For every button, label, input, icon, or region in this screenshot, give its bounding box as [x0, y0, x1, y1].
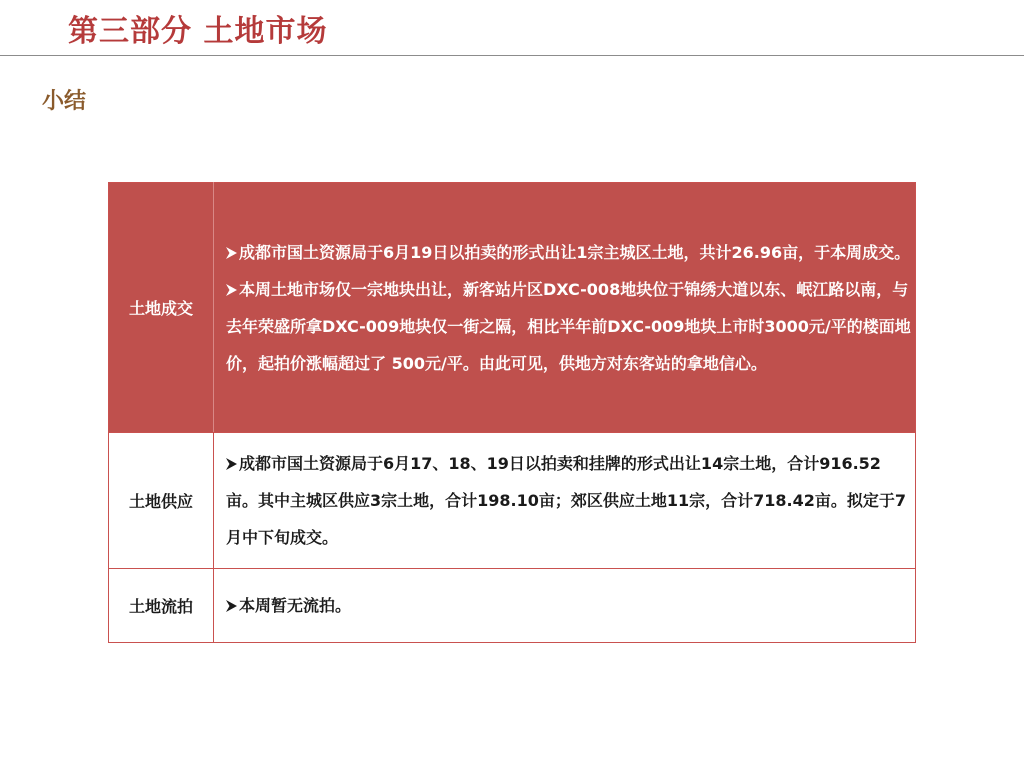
paragraph-text: 成都市国土资源局于6月19日以拍卖的形式出让1宗主城区土地，共计26.96亩，于本周成交。	[239, 242, 911, 262]
bullet-paragraph	[226, 445, 911, 556]
paragraph-text: 本周暂无流拍。	[239, 596, 352, 615]
arrowhead-bullet-icon	[226, 600, 237, 612]
table-row-land-transaction	[109, 183, 916, 433]
row-content	[214, 569, 916, 643]
row-label: 土地流拍	[109, 569, 214, 643]
page-title: 第三部分 土地市场	[68, 14, 328, 49]
row-label: 土地成交	[109, 183, 214, 433]
row-content	[214, 183, 916, 433]
table-row-land-supply	[109, 433, 916, 569]
title-divider	[0, 55, 1024, 56]
paragraph-text: 成都市国土资源局于6月17、18、19日以拍卖和挂牌的形式出让14宗土地，合计916.52亩。其中主城区供应3宗土地，合计198.10亩；郊区供应土地11宗，合计718.42亩。拟定于7月中下旬成交。	[226, 454, 907, 547]
bullet-paragraph	[226, 234, 911, 271]
table-row-failed-auction	[109, 569, 916, 643]
summary-table-body	[109, 183, 916, 643]
arrowhead-bullet-icon	[226, 247, 237, 259]
row-label: 土地供应	[109, 433, 214, 569]
summary-table	[108, 182, 916, 643]
arrowhead-bullet-icon	[226, 458, 237, 470]
paragraph-text: 本周土地市场仅一宗地块出让，新客站片区DXC-008地块位于锦绣大道以东、岷江路以南，与去年荣盛所拿DXC-009地块仅一街之隔，相比半年前DXC-009地块上市时3000元/平的楼面地价，起拍价涨幅超过了 500元/平。由此可见，供地方对东客站的拿地信心。	[226, 279, 911, 373]
arrowhead-bullet-icon	[226, 284, 237, 296]
row-content	[214, 433, 916, 569]
section-subtitle: 小结	[42, 89, 87, 114]
bullet-paragraph	[226, 587, 911, 624]
bullet-paragraph	[226, 271, 911, 382]
